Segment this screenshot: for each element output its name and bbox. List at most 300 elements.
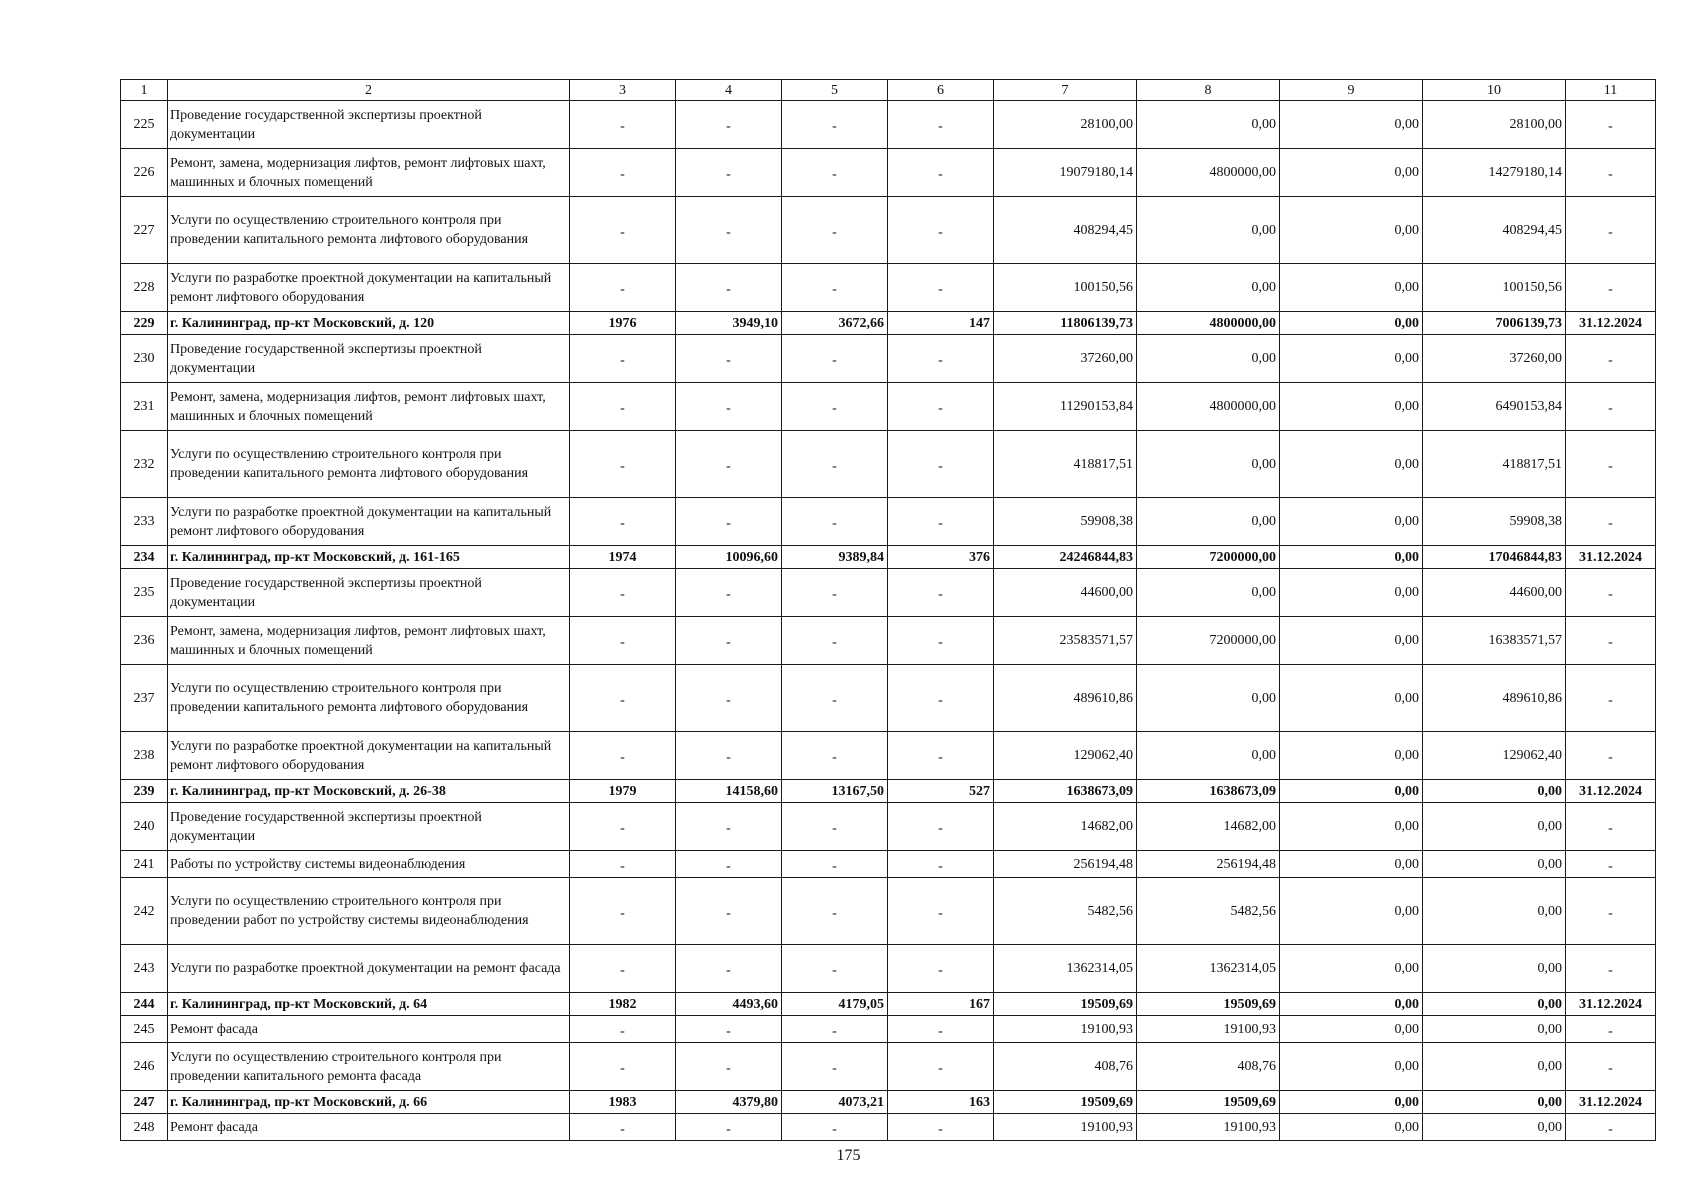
column-number: 8: [1137, 80, 1280, 101]
owners-cost-cell: 0,00: [1423, 1114, 1566, 1141]
budget-cost-cell: 0,00: [1280, 149, 1423, 197]
total-cost-cell: 37260,00: [994, 335, 1137, 383]
owners-cost-cell: 14279180,14: [1423, 149, 1566, 197]
work-description-cell: Ремонт, замена, модернизация лифтов, ремонт лифтовых шахт, машинных и блочных помещений: [168, 149, 570, 197]
work-item-row: [121, 431, 1656, 498]
residents-count-cell: 376: [888, 546, 994, 569]
deadline-cell: -: [1566, 878, 1656, 945]
year-cell: -: [570, 335, 676, 383]
address-row: [121, 1091, 1656, 1114]
year-cell: 1974: [570, 546, 676, 569]
work-item-row: [121, 149, 1656, 197]
residents-count-cell: -: [888, 617, 994, 665]
deadline-cell: -: [1566, 732, 1656, 780]
total-area-cell: -: [676, 665, 782, 732]
deadline-cell: 31.12.2024: [1566, 546, 1656, 569]
work-item-row: [121, 1114, 1656, 1141]
total-area-cell: -: [676, 383, 782, 431]
work-description-cell: Проведение государственной экспертизы проектной документации: [168, 569, 570, 617]
total-area-cell: -: [676, 1043, 782, 1091]
residential-area-cell: -: [782, 1043, 888, 1091]
work-description-cell: г. Калининград, пр-кт Московский, д. 64: [168, 993, 570, 1016]
residents-count-cell: -: [888, 1043, 994, 1091]
deadline-cell: -: [1566, 264, 1656, 312]
work-description-cell: г. Калининград, пр-кт Московский, д. 161-165: [168, 546, 570, 569]
year-cell: -: [570, 732, 676, 780]
deadline-cell: -: [1566, 1114, 1656, 1141]
total-cost-cell: 28100,00: [994, 101, 1137, 149]
row-number-cell: 238: [121, 732, 168, 780]
budget-cost-cell: 0,00: [1280, 1043, 1423, 1091]
total-cost-cell: 11290153,84: [994, 383, 1137, 431]
deadline-cell: 31.12.2024: [1566, 312, 1656, 335]
total-area-cell: -: [676, 149, 782, 197]
residential-area-cell: -: [782, 101, 888, 149]
work-description-cell: г. Калининград, пр-кт Московский, д. 120: [168, 312, 570, 335]
total-area-cell: -: [676, 1114, 782, 1141]
total-cost-cell: 408294,45: [994, 197, 1137, 264]
address-row: [121, 546, 1656, 569]
budget-cost-cell: 0,00: [1280, 945, 1423, 993]
total-cost-cell: 19100,93: [994, 1016, 1137, 1043]
residents-count-cell: -: [888, 335, 994, 383]
column-number: 6: [888, 80, 994, 101]
fund-cost-cell: 0,00: [1137, 498, 1280, 546]
residential-area-cell: 4179,05: [782, 993, 888, 1016]
work-description-cell: Услуги по осуществлению строительного контроля при проведении капитального ремонта лифтового оборудования: [168, 665, 570, 732]
fund-cost-cell: 19100,93: [1137, 1114, 1280, 1141]
fund-cost-cell: 4800000,00: [1137, 312, 1280, 335]
owners-cost-cell: 0,00: [1423, 780, 1566, 803]
year-cell: -: [570, 851, 676, 878]
total-cost-cell: 408,76: [994, 1043, 1137, 1091]
deadline-cell: 31.12.2024: [1566, 780, 1656, 803]
row-number-cell: 226: [121, 149, 168, 197]
row-number-cell: 241: [121, 851, 168, 878]
fund-cost-cell: 408,76: [1137, 1043, 1280, 1091]
budget-cost-cell: 0,00: [1280, 780, 1423, 803]
budget-cost-cell: 0,00: [1280, 546, 1423, 569]
deadline-cell: -: [1566, 665, 1656, 732]
fund-cost-cell: 7200000,00: [1137, 546, 1280, 569]
residents-count-cell: 147: [888, 312, 994, 335]
residential-area-cell: 4073,21: [782, 1091, 888, 1114]
row-number-cell: 231: [121, 383, 168, 431]
budget-cost-cell: 0,00: [1280, 1016, 1423, 1043]
column-number: 2: [168, 80, 570, 101]
budget-cost-cell: 0,00: [1280, 431, 1423, 498]
row-number-cell: 247: [121, 1091, 168, 1114]
total-area-cell: -: [676, 431, 782, 498]
fund-cost-cell: 14682,00: [1137, 803, 1280, 851]
budget-cost-cell: 0,00: [1280, 617, 1423, 665]
fund-cost-cell: 0,00: [1137, 732, 1280, 780]
residential-area-cell: -: [782, 1016, 888, 1043]
work-description-cell: Работы по устройству системы видеонаблюдения: [168, 851, 570, 878]
owners-cost-cell: 129062,40: [1423, 732, 1566, 780]
deadline-cell: -: [1566, 1016, 1656, 1043]
column-number: 10: [1423, 80, 1566, 101]
total-area-cell: -: [676, 197, 782, 264]
row-number-cell: 236: [121, 617, 168, 665]
residential-area-cell: -: [782, 149, 888, 197]
row-number-cell: 246: [121, 1043, 168, 1091]
total-area-cell: -: [676, 335, 782, 383]
row-number-cell: 233: [121, 498, 168, 546]
row-number-cell: 227: [121, 197, 168, 264]
residents-count-cell: 527: [888, 780, 994, 803]
owners-cost-cell: 17046844,83: [1423, 546, 1566, 569]
owners-cost-cell: 44600,00: [1423, 569, 1566, 617]
deadline-cell: -: [1566, 149, 1656, 197]
address-row: [121, 780, 1656, 803]
deadline-cell: 31.12.2024: [1566, 1091, 1656, 1114]
total-area-cell: -: [676, 498, 782, 546]
total-cost-cell: 59908,38: [994, 498, 1137, 546]
year-cell: 1979: [570, 780, 676, 803]
work-item-row: [121, 264, 1656, 312]
work-description-cell: Услуги по осуществлению строительного контроля при проведении капитального ремонта лифтового оборудования: [168, 431, 570, 498]
budget-cost-cell: 0,00: [1280, 101, 1423, 149]
residents-count-cell: -: [888, 732, 994, 780]
column-number: 7: [994, 80, 1137, 101]
owners-cost-cell: 418817,51: [1423, 431, 1566, 498]
total-area-cell: -: [676, 617, 782, 665]
page-number: 175: [836, 1147, 861, 1164]
deadline-cell: -: [1566, 335, 1656, 383]
owners-cost-cell: 100150,56: [1423, 264, 1566, 312]
owners-cost-cell: 0,00: [1423, 851, 1566, 878]
total-cost-cell: 19100,93: [994, 1114, 1137, 1141]
work-description-cell: г. Калининград, пр-кт Московский, д. 26-38: [168, 780, 570, 803]
work-item-row: [121, 498, 1656, 546]
budget-cost-cell: 0,00: [1280, 498, 1423, 546]
fund-cost-cell: 0,00: [1137, 101, 1280, 149]
work-description-cell: Ремонт, замена, модернизация лифтов, ремонт лифтовых шахт, машинных и блочных помещений: [168, 383, 570, 431]
fund-cost-cell: 0,00: [1137, 431, 1280, 498]
total-cost-cell: 256194,48: [994, 851, 1137, 878]
work-item-row: [121, 665, 1656, 732]
repair-schedule-table: [120, 79, 1656, 1141]
residents-count-cell: -: [888, 149, 994, 197]
deadline-cell: -: [1566, 383, 1656, 431]
residential-area-cell: -: [782, 431, 888, 498]
owners-cost-cell: 59908,38: [1423, 498, 1566, 546]
total-cost-cell: 19509,69: [994, 1091, 1137, 1114]
total-cost-cell: 19079180,14: [994, 149, 1137, 197]
total-cost-cell: 23583571,57: [994, 617, 1137, 665]
work-description-cell: Услуги по осуществлению строительного контроля при проведении капитального ремонта фасада: [168, 1043, 570, 1091]
work-item-row: [121, 101, 1656, 149]
residential-area-cell: -: [782, 569, 888, 617]
total-cost-cell: 1362314,05: [994, 945, 1137, 993]
fund-cost-cell: 0,00: [1137, 197, 1280, 264]
residents-count-cell: -: [888, 197, 994, 264]
row-number-cell: 232: [121, 431, 168, 498]
year-cell: -: [570, 1114, 676, 1141]
total-cost-cell: 11806139,73: [994, 312, 1137, 335]
residents-count-cell: 163: [888, 1091, 994, 1114]
row-number-cell: 242: [121, 878, 168, 945]
work-item-row: [121, 197, 1656, 264]
total-area-cell: 3949,10: [676, 312, 782, 335]
residents-count-cell: 167: [888, 993, 994, 1016]
total-area-cell: 4379,80: [676, 1091, 782, 1114]
row-number-cell: 228: [121, 264, 168, 312]
fund-cost-cell: 0,00: [1137, 665, 1280, 732]
deadline-cell: -: [1566, 101, 1656, 149]
residents-count-cell: -: [888, 1016, 994, 1043]
work-description-cell: Ремонт фасада: [168, 1016, 570, 1043]
budget-cost-cell: 0,00: [1280, 1114, 1423, 1141]
budget-cost-cell: 0,00: [1280, 383, 1423, 431]
column-number: 5: [782, 80, 888, 101]
budget-cost-cell: 0,00: [1280, 569, 1423, 617]
budget-cost-cell: 0,00: [1280, 264, 1423, 312]
total-area-cell: -: [676, 878, 782, 945]
work-description-cell: Услуги по разработке проектной документации на капитальный ремонт лифтового оборудования: [168, 732, 570, 780]
column-number: 11: [1566, 80, 1656, 101]
year-cell: 1982: [570, 993, 676, 1016]
residents-count-cell: -: [888, 1114, 994, 1141]
fund-cost-cell: 7200000,00: [1137, 617, 1280, 665]
row-number-cell: 225: [121, 101, 168, 149]
residents-count-cell: -: [888, 878, 994, 945]
work-item-row: [121, 1043, 1656, 1091]
row-number-cell: 240: [121, 803, 168, 851]
total-area-cell: -: [676, 851, 782, 878]
year-cell: -: [570, 264, 676, 312]
table-body: [121, 80, 1656, 1141]
work-item-row: [121, 383, 1656, 431]
year-cell: -: [570, 383, 676, 431]
owners-cost-cell: 7006139,73: [1423, 312, 1566, 335]
owners-cost-cell: 37260,00: [1423, 335, 1566, 383]
residential-area-cell: -: [782, 945, 888, 993]
total-cost-cell: 14682,00: [994, 803, 1137, 851]
work-description-cell: Проведение государственной экспертизы проектной документации: [168, 101, 570, 149]
residential-area-cell: -: [782, 803, 888, 851]
owners-cost-cell: 0,00: [1423, 945, 1566, 993]
total-area-cell: -: [676, 264, 782, 312]
fund-cost-cell: 19100,93: [1137, 1016, 1280, 1043]
row-number-cell: 243: [121, 945, 168, 993]
work-description-cell: Проведение государственной экспертизы проектной документации: [168, 335, 570, 383]
year-cell: -: [570, 1016, 676, 1043]
work-description-cell: г. Калининград, пр-кт Московский, д. 66: [168, 1091, 570, 1114]
row-number-cell: 235: [121, 569, 168, 617]
total-area-cell: -: [676, 1016, 782, 1043]
total-cost-cell: 100150,56: [994, 264, 1137, 312]
residential-area-cell: -: [782, 878, 888, 945]
residential-area-cell: 3672,66: [782, 312, 888, 335]
work-description-cell: Услуги по осуществлению строительного контроля при проведении работ по устройству системы видеонаблюдения: [168, 878, 570, 945]
row-number-cell: 237: [121, 665, 168, 732]
work-item-row: [121, 335, 1656, 383]
fund-cost-cell: 0,00: [1137, 335, 1280, 383]
residents-count-cell: -: [888, 101, 994, 149]
total-area-cell: -: [676, 101, 782, 149]
column-number: 9: [1280, 80, 1423, 101]
deadline-cell: -: [1566, 617, 1656, 665]
residents-count-cell: -: [888, 498, 994, 546]
owners-cost-cell: 489610,86: [1423, 665, 1566, 732]
year-cell: -: [570, 149, 676, 197]
deadline-cell: -: [1566, 945, 1656, 993]
total-area-cell: -: [676, 803, 782, 851]
column-number: 4: [676, 80, 782, 101]
residential-area-cell: -: [782, 665, 888, 732]
owners-cost-cell: 0,00: [1423, 878, 1566, 945]
fund-cost-cell: 19509,69: [1137, 993, 1280, 1016]
work-description-cell: Ремонт фасада: [168, 1114, 570, 1141]
total-cost-cell: 5482,56: [994, 878, 1137, 945]
year-cell: -: [570, 431, 676, 498]
deadline-cell: -: [1566, 851, 1656, 878]
residents-count-cell: -: [888, 945, 994, 993]
year-cell: -: [570, 945, 676, 993]
budget-cost-cell: 0,00: [1280, 878, 1423, 945]
fund-cost-cell: 5482,56: [1137, 878, 1280, 945]
work-item-row: [121, 569, 1656, 617]
total-area-cell: -: [676, 945, 782, 993]
year-cell: -: [570, 498, 676, 546]
column-number: 1: [121, 80, 168, 101]
total-cost-cell: 19509,69: [994, 993, 1137, 1016]
fund-cost-cell: 4800000,00: [1137, 383, 1280, 431]
year-cell: 1983: [570, 1091, 676, 1114]
fund-cost-cell: 4800000,00: [1137, 149, 1280, 197]
residential-area-cell: -: [782, 197, 888, 264]
work-item-row: [121, 1016, 1656, 1043]
total-area-cell: 14158,60: [676, 780, 782, 803]
owners-cost-cell: 6490153,84: [1423, 383, 1566, 431]
year-cell: -: [570, 197, 676, 264]
row-number-cell: 245: [121, 1016, 168, 1043]
column-number: 3: [570, 80, 676, 101]
owners-cost-cell: 0,00: [1423, 993, 1566, 1016]
row-number-cell: 229: [121, 312, 168, 335]
year-cell: -: [570, 569, 676, 617]
budget-cost-cell: 0,00: [1280, 732, 1423, 780]
total-cost-cell: 489610,86: [994, 665, 1137, 732]
residents-count-cell: -: [888, 383, 994, 431]
deadline-cell: -: [1566, 803, 1656, 851]
fund-cost-cell: 256194,48: [1137, 851, 1280, 878]
budget-cost-cell: 0,00: [1280, 803, 1423, 851]
work-item-row: [121, 878, 1656, 945]
fund-cost-cell: 0,00: [1137, 569, 1280, 617]
year-cell: -: [570, 878, 676, 945]
address-row: [121, 312, 1656, 335]
residential-area-cell: -: [782, 851, 888, 878]
deadline-cell: 31.12.2024: [1566, 993, 1656, 1016]
owners-cost-cell: 16383571,57: [1423, 617, 1566, 665]
budget-cost-cell: 0,00: [1280, 312, 1423, 335]
work-description-cell: Услуги по разработке проектной документации на капитальный ремонт лифтового оборудования: [168, 498, 570, 546]
row-number-cell: 248: [121, 1114, 168, 1141]
row-number-cell: 234: [121, 546, 168, 569]
residents-count-cell: -: [888, 569, 994, 617]
owners-cost-cell: 0,00: [1423, 1043, 1566, 1091]
residential-area-cell: -: [782, 383, 888, 431]
owners-cost-cell: 0,00: [1423, 803, 1566, 851]
budget-cost-cell: 0,00: [1280, 851, 1423, 878]
owners-cost-cell: 0,00: [1423, 1016, 1566, 1043]
residents-count-cell: -: [888, 431, 994, 498]
budget-cost-cell: 0,00: [1280, 335, 1423, 383]
budget-cost-cell: 0,00: [1280, 993, 1423, 1016]
total-area-cell: 4493,60: [676, 993, 782, 1016]
owners-cost-cell: 28100,00: [1423, 101, 1566, 149]
fund-cost-cell: 19509,69: [1137, 1091, 1280, 1114]
residents-count-cell: -: [888, 851, 994, 878]
row-number-cell: 239: [121, 780, 168, 803]
work-item-row: [121, 803, 1656, 851]
total-cost-cell: 24246844,83: [994, 546, 1137, 569]
address-row: [121, 993, 1656, 1016]
deadline-cell: -: [1566, 569, 1656, 617]
budget-cost-cell: 0,00: [1280, 1091, 1423, 1114]
residential-area-cell: -: [782, 264, 888, 312]
residential-area-cell: -: [782, 498, 888, 546]
deadline-cell: -: [1566, 431, 1656, 498]
column-number-row: [121, 80, 1656, 101]
work-item-row: [121, 617, 1656, 665]
owners-cost-cell: 408294,45: [1423, 197, 1566, 264]
total-area-cell: -: [676, 569, 782, 617]
fund-cost-cell: 1362314,05: [1137, 945, 1280, 993]
residents-count-cell: -: [888, 264, 994, 312]
residential-area-cell: 9389,84: [782, 546, 888, 569]
fund-cost-cell: 1638673,09: [1137, 780, 1280, 803]
work-description-cell: Услуги по разработке проектной документации на ремонт фасада: [168, 945, 570, 993]
work-description-cell: Проведение государственной экспертизы проектной документации: [168, 803, 570, 851]
owners-cost-cell: 0,00: [1423, 1091, 1566, 1114]
total-cost-cell: 418817,51: [994, 431, 1137, 498]
budget-cost-cell: 0,00: [1280, 665, 1423, 732]
row-number-cell: 230: [121, 335, 168, 383]
total-cost-cell: 129062,40: [994, 732, 1137, 780]
total-area-cell: 10096,60: [676, 546, 782, 569]
deadline-cell: -: [1566, 1043, 1656, 1091]
residential-area-cell: -: [782, 617, 888, 665]
year-cell: -: [570, 617, 676, 665]
residential-area-cell: -: [782, 335, 888, 383]
row-number-cell: 244: [121, 993, 168, 1016]
budget-cost-cell: 0,00: [1280, 197, 1423, 264]
total-cost-cell: 1638673,09: [994, 780, 1137, 803]
residents-count-cell: -: [888, 803, 994, 851]
work-description-cell: Услуги по разработке проектной документации на капитальный ремонт лифтового оборудования: [168, 264, 570, 312]
year-cell: -: [570, 803, 676, 851]
year-cell: -: [570, 101, 676, 149]
year-cell: -: [570, 665, 676, 732]
deadline-cell: -: [1566, 197, 1656, 264]
work-description-cell: Ремонт, замена, модернизация лифтов, ремонт лифтовых шахт, машинных и блочных помещений: [168, 617, 570, 665]
year-cell: 1976: [570, 312, 676, 335]
residential-area-cell: -: [782, 1114, 888, 1141]
residential-area-cell: -: [782, 732, 888, 780]
work-description-cell: Услуги по осуществлению строительного контроля при проведении капитального ремонта лифтового оборудования: [168, 197, 570, 264]
work-item-row: [121, 851, 1656, 878]
year-cell: -: [570, 1043, 676, 1091]
work-item-row: [121, 732, 1656, 780]
total-area-cell: -: [676, 732, 782, 780]
work-item-row: [121, 945, 1656, 993]
total-cost-cell: 44600,00: [994, 569, 1137, 617]
residents-count-cell: -: [888, 665, 994, 732]
